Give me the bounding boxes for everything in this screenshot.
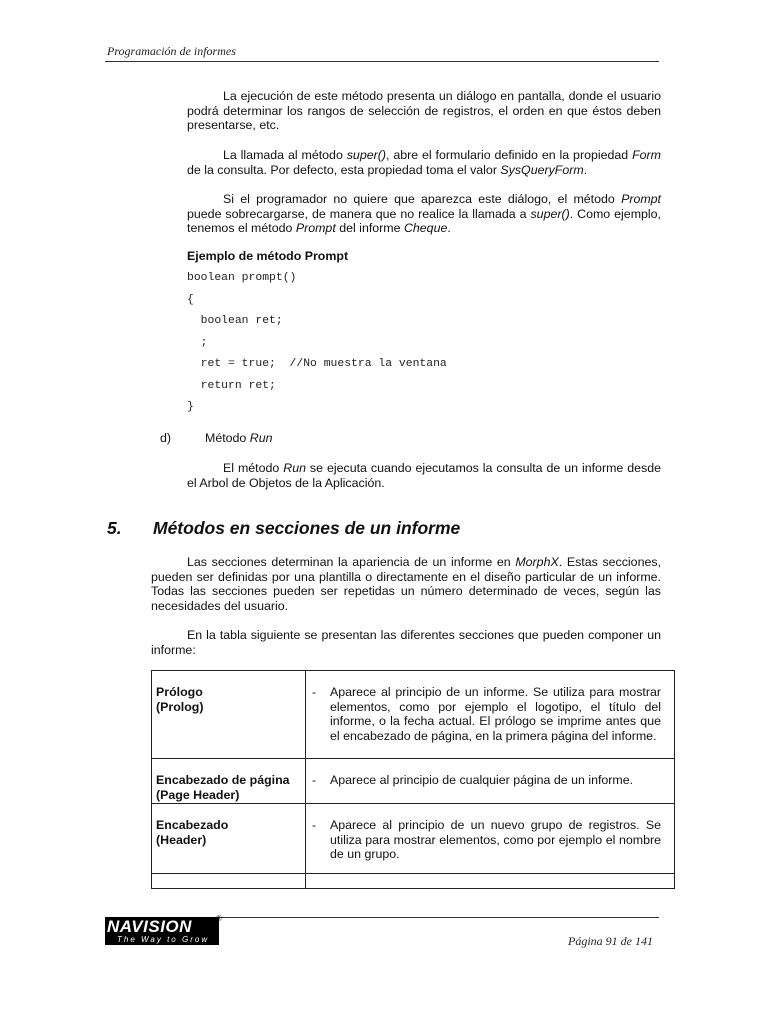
list-item-label: Método Run <box>205 431 273 445</box>
table-row <box>152 874 675 889</box>
code-line: ; <box>187 337 208 349</box>
table-row <box>152 671 675 759</box>
empty-cell <box>152 874 306 889</box>
section-desc-cell: - Aparece al principio de un informe. Se utiliza para mostrar elementos, como por ejemplo el logotipo, el título del informe, o la fecha actual. El prólogo se imprime antes que el encabezado de página, en la primera página del informe. <box>306 671 675 759</box>
navision-logo: NAVISION The Way to Grow <box>105 917 219 945</box>
section-number: 5. <box>107 518 122 538</box>
registered-mark: ® <box>216 914 222 923</box>
section-name-cell: Encabezado de página (Page Header) <box>152 759 306 804</box>
paragraph-dialog <box>187 89 661 133</box>
running-header: Programación de informes <box>107 44 236 58</box>
header-rule <box>105 61 659 62</box>
code-line: boolean ret; <box>187 315 283 327</box>
code-line: return ret; <box>187 380 276 392</box>
sections-table <box>151 670 675 889</box>
code-line: { <box>187 294 194 306</box>
list-letter: d) <box>160 431 172 445</box>
paragraph-text: La ejecución de este método presenta un diálogo en pantalla, donde el usuario podrá determinar los rangos de selección de registros, el orden en que éstos deben presentarse, etc. <box>187 89 661 133</box>
section-name-cell: Encabezado (Header) <box>152 804 306 874</box>
empty-cell <box>306 874 675 889</box>
table-row <box>152 804 675 874</box>
code-line: ret = true; //No muestra la ventana <box>187 358 447 370</box>
section-title: Métodos en secciones de un informe <box>153 518 461 538</box>
paragraph-table-intro: En la tabla siguiente se presentan las diferentes secciones que pueden componer un informe: <box>151 628 661 657</box>
paragraph-prompt: Si el programador no quiere que aparezca este diálogo, el método Prompt puede sobrecargarse, de manera que no realice la llamada a super(). Como ejemplo, tenemos el método Prompt del informe Cheque. <box>187 192 662 236</box>
code-line: } <box>187 401 194 413</box>
paragraph-super: La llamada al método super(), abre el formulario definido en la propiedad Form de la consulta. Por defecto, esta propiedad toma el valor SysQueryForm. <box>187 148 661 177</box>
example-heading: Ejemplo de método Prompt <box>187 249 349 263</box>
section-name-cell: Prólogo (Prolog) <box>152 671 306 759</box>
paragraph-run: El método Run se ejecuta cuando ejecutamos la consulta de un informe desde el Arbol de Objetos de la Aplicación. <box>187 461 661 490</box>
paragraph-sections: Las secciones determinan la apariencia de un informe en MorphX. Estas secciones, pueden ser definidas por una plantilla o directamente en el diseño particular de un informe. Todas las secciones pueden ser repetidas un número determinado de veces, según las necesidades del usuario. <box>151 555 661 613</box>
page-number: Página 91 de 141 <box>568 934 653 948</box>
table-row <box>152 759 675 804</box>
code-line: boolean prompt() <box>187 272 297 284</box>
section-desc-cell: - Aparece al principio de cualquier página de un informe. <box>306 759 675 804</box>
section-desc-cell: - Aparece al principio de un nuevo grupo de registros. Se utiliza para mostrar elementos, como por ejemplo el nombre de un grupo. <box>306 804 675 874</box>
